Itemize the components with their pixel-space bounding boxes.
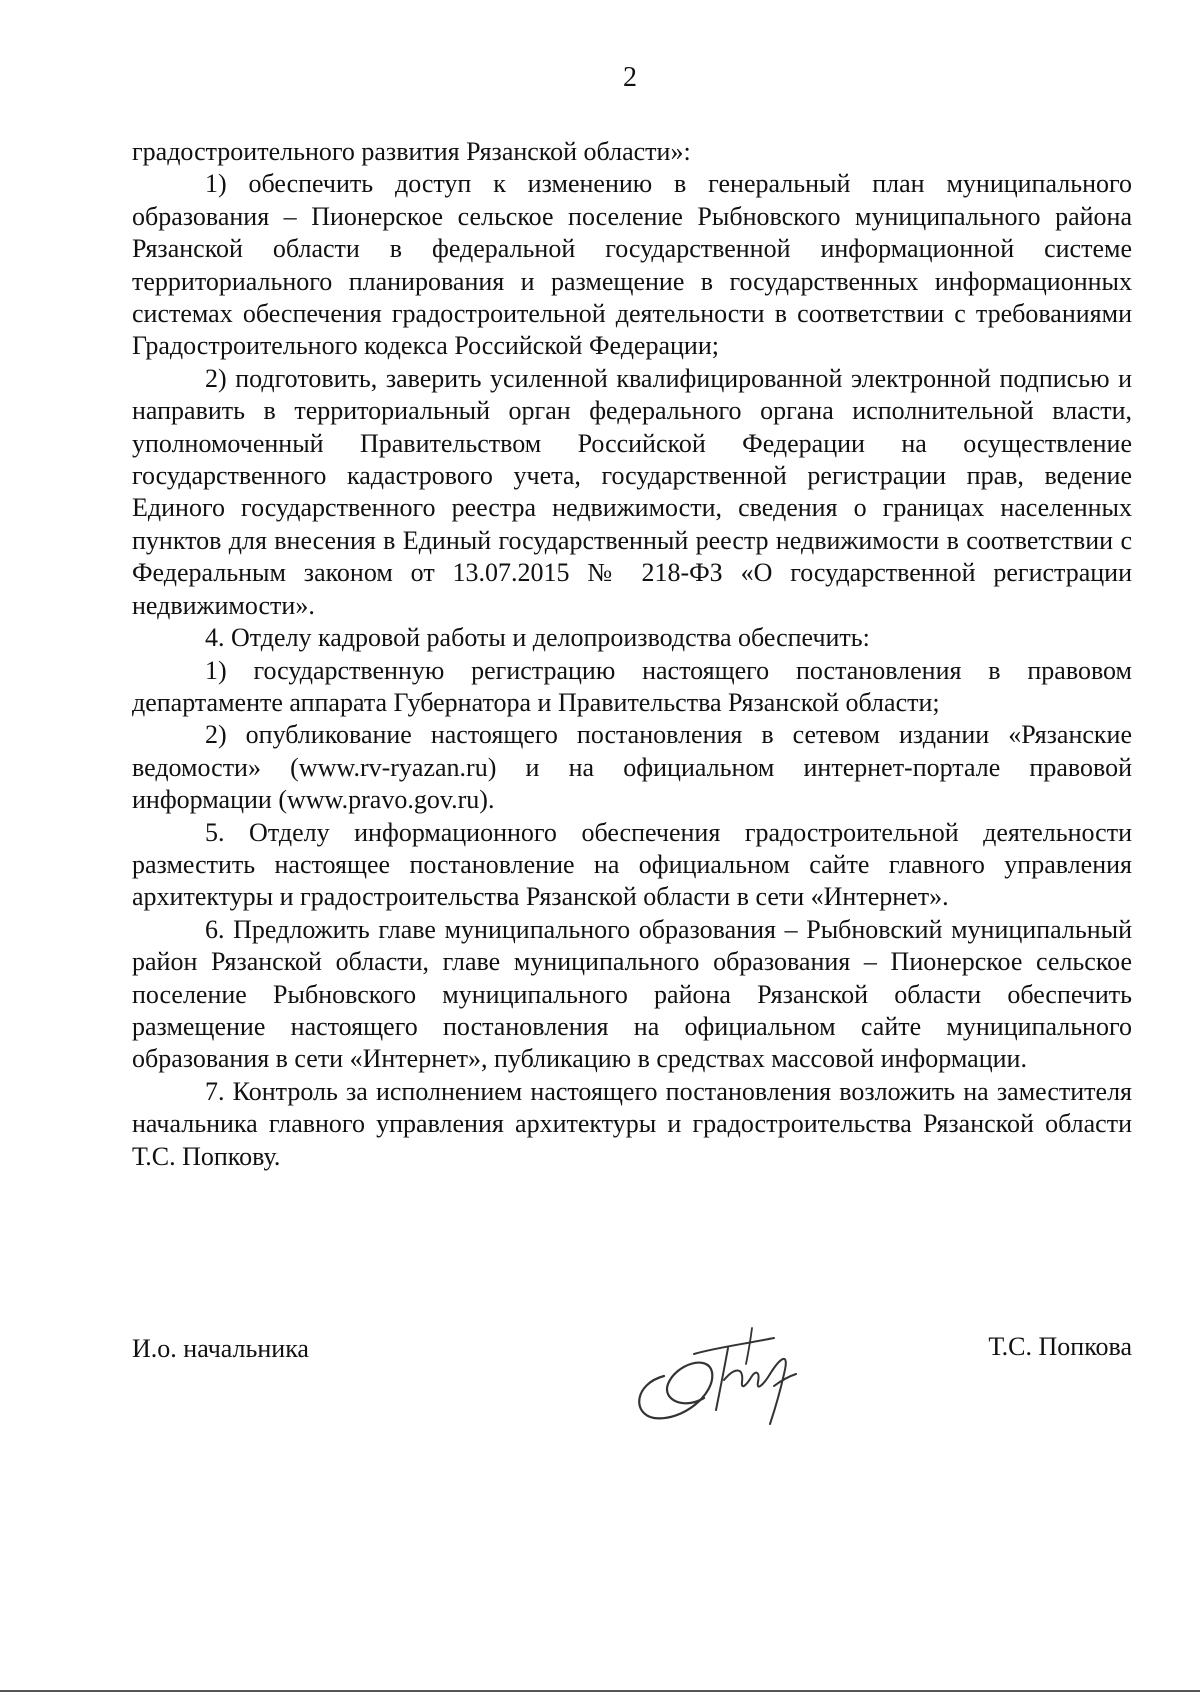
page-bottom-edge <box>0 1690 1200 1692</box>
paragraph-continuation: градостроительного развития Рязанской области»: <box>132 137 691 166</box>
signatory-position: И.о. начальника <box>132 1334 309 1363</box>
handwritten-signature <box>624 1314 824 1434</box>
paragraph-item-6: 6. Предложить главе муниципального образования – Рыбновский муниципальный район Рязанской области, главе муниципального образования – Пионерское сельское поселение Рыбновского муниципального района Рязанской области обеспечить размещение настоящего постановления на официальном сайте муниципального образования в сети «Интернет», публикацию в средствах массовой информации. <box>132 914 1132 1074</box>
page-number: 2 <box>623 62 637 93</box>
document-body <box>132 136 1132 1173</box>
signature-block <box>132 1328 1132 1448</box>
paragraph-item-5: 5. Отделу информационного обеспечения градостроительной деятельности разместить настоящее постановление на официальном сайте главного управления архитектуры и градостроительства Рязанской области в сети «Интернет». <box>132 817 1132 912</box>
signatory-name: Т.С. Попкова <box>988 1332 1132 1361</box>
paragraph-item-4-sub-2: 2) опубликование настоящего постановления в сетевом издании «Рязанские ведомости» (www.rv-ryazan.ru) и на официальном интернет-портале правовой информации (www.pravo.gov.ru). <box>132 720 1132 815</box>
paragraph-item-4: 4. Отделу кадровой работы и делопроизводства обеспечить: <box>205 623 870 653</box>
paragraph-subitem-2: 2) подготовить, заверить усиленной квалифицированной электронной подписью и направить в территориальный орган федерального органа исполнительной власти, уполномоченный Правительством Российской Федерации на осуществление государственного кадастрового учета, государственной регистрации прав, ведение Единого государственного реестра недвижимости, сведения о границах населенных пунктов для внесения в Единый государственный реестр недвижимости в соответствии с Федеральным законом от 13.07.2015 № 218-ФЗ «О государственной регистрации недвижимости». <box>132 363 1132 620</box>
paragraph-item-7: 7. Контроль за исполнением настоящего постановления возложить на заместителя начальника главного управления архитектуры и градостроительства Рязанской области Т.С. Попкову. <box>132 1076 1132 1171</box>
paragraph-item-4-sub-1: 1) государственную регистрацию настоящего постановления в правовом департаменте аппарата Губернатора и Правительства Рязанской области; <box>132 655 1132 717</box>
paragraph-subitem-1: 1) обеспечить доступ к изменению в генеральный план муниципального образования – Пионерское сельское поселение Рыбновского муниципального района Рязанской области в федеральной государственной информационной системе территориального планирования и размещение в государственных информационных системах обеспечения градостроительной деятельности в соответствии с требованиями Градостроительного кодекса Российской Федерации; <box>132 169 1132 361</box>
